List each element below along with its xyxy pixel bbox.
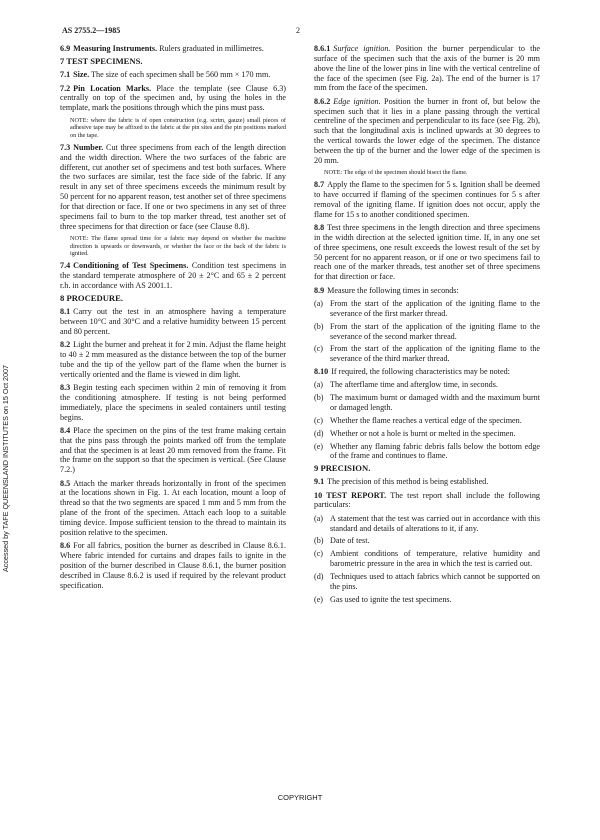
list-item-text: Whether any flaming fabric debris falls below the bottom edge of the frame and continues to flame. bbox=[330, 441, 540, 461]
clause-title: Number. bbox=[73, 142, 104, 152]
list-item-label: (c) bbox=[314, 415, 324, 425]
clause-number: 7.4 bbox=[60, 261, 71, 271]
list-item bbox=[314, 442, 540, 462]
clause-paragraph bbox=[314, 97, 540, 166]
list-item bbox=[314, 322, 540, 342]
section-heading: 8 PROCEDURE. bbox=[60, 293, 124, 304]
list-item-text: Ambient conditions of temperature, relative humidity and barometric pressure in the area in which the test is carried out. bbox=[330, 549, 540, 569]
list-item-label: (a) bbox=[314, 299, 324, 308]
clause-text: Light the burner and preheat it for 2 min. Adjust the flame height to 40 ± 2 mm measured as the distance between the top of the burner tube and the tip of the yellow part of the flame when the burner is vertically oriented and the flame is viewed in dim light. bbox=[60, 340, 286, 379]
clause-text: Apply the flame to the specimen for 5 s. Ignition shall be deemed to have occurred if flaming of the specimen continues for 5 s after removal of the igniting flame. If ignition does not occur, apply the flame for 15 s to another conditioned specimen. bbox=[314, 180, 540, 219]
clause-text: Rulers graduated in millimetres. bbox=[159, 44, 264, 53]
document-code: AS 2755.2—1985 bbox=[62, 26, 121, 35]
clause-paragraph bbox=[60, 426, 286, 475]
list-item bbox=[314, 393, 540, 413]
clause-paragraph bbox=[314, 44, 540, 93]
clause-title: Pin Location Marks. bbox=[73, 83, 152, 93]
clause-paragraph bbox=[314, 491, 540, 511]
clause-paragraph bbox=[60, 44, 286, 54]
list-item-text: From the start of the application of the igniting flame to the severance of the second marker thread. bbox=[330, 321, 540, 341]
clause-title: Surface ignition. bbox=[333, 44, 391, 53]
clause-number: 6.9 bbox=[60, 44, 71, 53]
note-text: NOTE: The flame spread time for a fabric may depend on whether the machine direction is upwards or downwards, or whether the face or the back of the fabric is ignited. bbox=[70, 234, 286, 258]
list-item bbox=[314, 380, 540, 390]
list-item-text: The maximum burnt or damaged width and the maximum burnt or damaged length. bbox=[330, 393, 540, 413]
list-item-label: (c) bbox=[314, 549, 324, 559]
clause-paragraph bbox=[60, 84, 286, 114]
clause-text: Condition test specimens in the standard temperate atmosphere of 20 ± 2°C and 65 ± 2 percent r.h. in accordance with AS 2001.1. bbox=[60, 261, 287, 290]
list-item bbox=[314, 549, 540, 569]
clause-title: 10 TEST REPORT. bbox=[314, 490, 387, 500]
list-item-label: (e) bbox=[314, 594, 324, 604]
note-text: NOTE: where the fabric is of open construction (e.g. scrim, gauze) small pieces of adhesive tape may be affixed to the fabric at the pin sites and the pin positions marked on the tape. bbox=[70, 116, 286, 139]
clause-text: Cut three specimens from each of the length direction and the width direction. Where the two surfaces of the fabric are different, cut another set of specimens and test both surfaces. Where the two surfaces are similar, test the face side of the fabric. If any result in any set of three specimens exceeds the minimum result by 50 percent for no apparent reason, test another set of three specimens for that direction or face. If one or two specimens in any set of three specimens fail to burn to the top marker thread, test another set of three specimens for that direction or face (see Clause 8.8). bbox=[60, 142, 286, 231]
list-item bbox=[314, 536, 540, 546]
list-item bbox=[314, 416, 540, 426]
list-item-label: (d) bbox=[314, 428, 324, 438]
clause-text: The test report shall include the following particulars: bbox=[314, 490, 540, 510]
clause-number: 7.2 bbox=[60, 83, 71, 93]
clause-text: Begin testing each specimen within 2 min of removing it from the conditioning atmosphere. If testing is not being performed immediately, place the specimens in sealed containers until testing begins. bbox=[60, 383, 286, 422]
clause-paragraph bbox=[60, 261, 286, 291]
clause-paragraph bbox=[60, 383, 286, 422]
clause-number: 7.1 bbox=[60, 70, 71, 80]
clause-text: Position the burner perpendicular to the surface of the specimen such that the axis of the burner is 20 mm above the line of the lower pins in line with the vertical centreline of the face of the specimen (see Fig. 2a). The end of the burner is 17 mm from the face of the specimen. bbox=[314, 44, 540, 93]
clause-paragraph bbox=[314, 367, 540, 377]
access-watermark: Accessed by TAFE QUEENSLAND INSTITUTES on 15 Oct 2007 bbox=[1, 364, 10, 572]
clause-number: 8.3 bbox=[60, 383, 71, 392]
list-item-text: Gas used to ignite the test specimens. bbox=[330, 594, 452, 604]
clause-paragraph bbox=[60, 479, 286, 538]
list-item-label: (c) bbox=[314, 344, 324, 354]
clause-text: Position the burner in front of, but below the specimen such that it lies in a plane passing through the vertical centreline of the specimen and perpendicular to its face (see Fig. 2b), such that the longitudinal axis is inclined upwards at 30 degrees to the vertical towards the lower edge of the specimen. The distance between the tip of the burner and the lower edge of the specimen is 20 mm. bbox=[314, 96, 540, 165]
clause-paragraph bbox=[314, 180, 540, 219]
clause-paragraph bbox=[60, 541, 286, 590]
list-item bbox=[314, 299, 540, 319]
clause-number: 8.10 bbox=[314, 367, 329, 377]
clause-number: 8.4 bbox=[60, 425, 71, 435]
list-item-label: (a) bbox=[314, 380, 324, 390]
copyright-footer: COPYRIGHT bbox=[277, 793, 323, 802]
clause-title: Measuring Instruments. bbox=[73, 44, 158, 53]
left-column bbox=[60, 44, 286, 594]
clause-number: 8.1 bbox=[60, 307, 71, 317]
clause-paragraph bbox=[60, 143, 286, 232]
clause-number: 7.3 bbox=[60, 142, 71, 152]
clause-title: Edge ignition. bbox=[333, 96, 381, 106]
clause-paragraph bbox=[314, 477, 540, 487]
clause-number: 8.8 bbox=[314, 223, 325, 233]
clause-number: 8.5 bbox=[60, 478, 71, 488]
clause-text: Attach the marker threads horizontally in front of the specimen at the locations shown in Fig. 1. At each location, mount a loop of thread so that the two segments are spaced 1 mm and 5 mm from the plane of the front of the specimen. Attach each loop to a suitable timing device. Impose sufficient tension to the thread to maintain its position relative to the specimen. bbox=[60, 478, 286, 537]
clause-text: Test three specimens in the length direction and three specimens in the width direction at the selected ignition time. If, in any one set of three specimens, one result exceeds the lowest result of the set by 50 percent for no apparent reason, or if one or two specimens fail to reach one of the marker threads, test another set of three specimens for that direction or face. bbox=[314, 223, 540, 282]
list-item-label: (a) bbox=[314, 513, 324, 523]
list-item-text: Whether the flame reaches a vertical edge of the specimen. bbox=[330, 415, 522, 425]
list-item-text: The afterflame time and afterglow time, in seconds. bbox=[330, 380, 498, 390]
section-heading: 7 TEST SPECIMENS. bbox=[60, 56, 143, 67]
clause-text: For all fabrics, position the burner as described in Clause 8.6.1. Where fabric intended for curtains and drapes fails to ignite in the position of the burner described in Clause 8.6.1, the burner position described in Clause 8.6.2 is used if required by the relevant product specification. bbox=[60, 541, 286, 590]
list-item-text: Techniques used to attach fabrics which cannot be supported on the pins. bbox=[330, 571, 540, 591]
list-item bbox=[314, 429, 540, 439]
clause-paragraph bbox=[314, 286, 540, 296]
clause-title: Conditioning of Test Specimens. bbox=[73, 261, 189, 271]
list-item-text: From the start of the application of the igniting flame to the severance of the third marker thread. bbox=[330, 344, 540, 364]
list-item-label: (b) bbox=[314, 393, 324, 403]
clause-title: Size. bbox=[73, 70, 90, 80]
clause-text: The precision of this method is being established. bbox=[327, 477, 489, 487]
list-item-label: (b) bbox=[314, 321, 324, 331]
list-item-text: From the start of the application of the igniting flame to the severance of the first marker thread. bbox=[330, 299, 540, 318]
list-item bbox=[314, 595, 540, 605]
clause-number: 8.7 bbox=[314, 180, 325, 190]
clause-number: 9.1 bbox=[314, 477, 325, 487]
clause-number: 8.2 bbox=[60, 340, 71, 350]
clause-text: The size of each specimen shall be 560 mm × 170 mm. bbox=[91, 70, 271, 80]
clause-text: Carry out the test in an atmosphere having a temperature between 10°C and 30°C and a relative humidity between 15 percent and 80 percent. bbox=[60, 307, 286, 336]
list-item-text: A statement that the test was carried out in accordance with this standard and details of alterations to it, if any. bbox=[330, 513, 540, 533]
clause-paragraph bbox=[60, 340, 286, 379]
clause-text: Measure the following times in seconds: bbox=[327, 285, 459, 295]
note-text: NOTE: The edge of the specimen should bisect the flame. bbox=[324, 169, 468, 177]
list-item-label: (e) bbox=[314, 441, 324, 451]
section-heading: 9 PRECISION. bbox=[314, 463, 371, 474]
clause-number: 8.9 bbox=[314, 285, 325, 295]
clause-paragraph bbox=[60, 307, 286, 337]
list-item bbox=[314, 514, 540, 534]
list-item-text: Date of test. bbox=[330, 536, 370, 546]
clause-text: Place the specimen on the pins of the test frame making certain that the pins pass through the points marked off from the template and that the specimen is at least 20 mm removed from the frame. Fit the frame on the support so that the specimen is vertical. (See Clause 7.2.) bbox=[60, 425, 286, 475]
clause-number: 8.6 bbox=[60, 541, 71, 551]
clause-number: 8.6.1 bbox=[314, 44, 331, 53]
list-item-label: (d) bbox=[314, 571, 324, 581]
list-item-text: Whether or not a hole is burnt or melted in the specimen. bbox=[330, 428, 516, 438]
clause-paragraph bbox=[60, 70, 286, 80]
clause-paragraph bbox=[314, 223, 540, 282]
clause-text: If required, the following characteristics may be noted: bbox=[331, 367, 510, 377]
list-item-label: (b) bbox=[314, 536, 324, 546]
page-number: 2 bbox=[296, 26, 300, 35]
clause-text: Place the template (see Clause 6.3) centrally on top of the specimen and, by using the holes in the template, mark the positions through which the pins must pass. bbox=[60, 83, 287, 113]
list-item bbox=[314, 344, 540, 364]
list-item bbox=[314, 572, 540, 592]
right-column bbox=[314, 44, 540, 607]
clause-number: 8.6.2 bbox=[314, 96, 331, 106]
